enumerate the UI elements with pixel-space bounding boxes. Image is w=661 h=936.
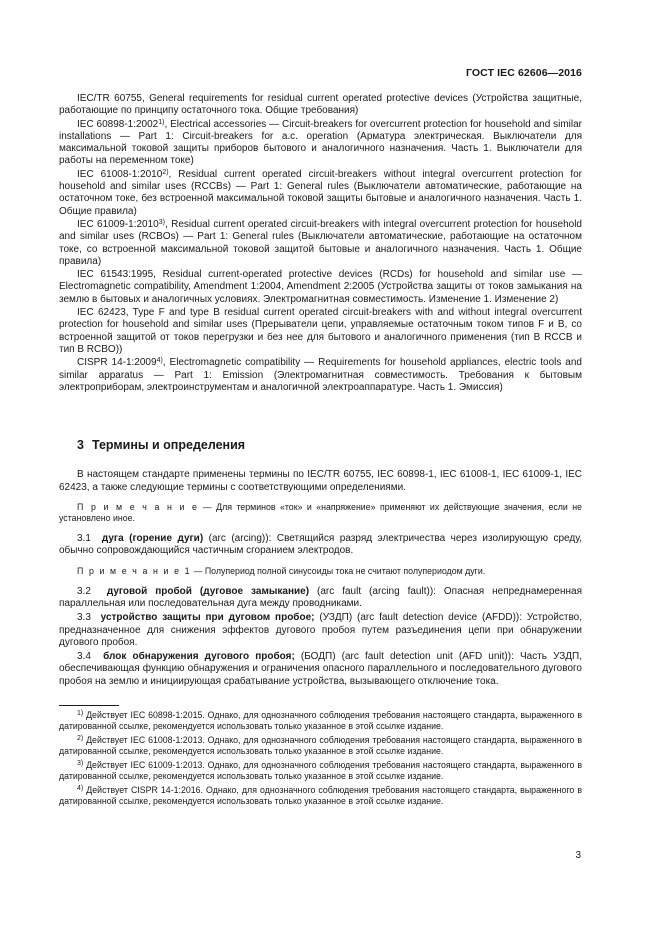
reference-item: IEC/TR 60755, General requirements for residual current operated protective devices (Устройства защитные, работающие по принципу остаточного тока. Общие требования) bbox=[59, 93, 582, 117]
document-body bbox=[59, 93, 582, 807]
reference-item: IEC 60898-1:2002$^{1)}$, Electrical accessories — Circuit-breakers for overcurrent protection for household and similar installations — Part 1: Circuit-breakers for a.c. operation (Арматура электрическая. Выключатели для максимальной токовой защиты приборов бытового и аналогичного назначения. Часть 1. Выключатели для работы на переменном токе) bbox=[59, 118, 582, 167]
note: П р и м е ч а н и е — Для терминов «ток» и «напряжение» применяют их действующие значения, если не установлено иное. bbox=[59, 502, 582, 524]
note: П р и м е ч а н и е 1 — Полупериод полной синусоиды тока не считают полупериодом дуги. bbox=[77, 565, 486, 576]
term-3-2: 3.2 дуговой пробой (дуговое замыкание) (arc fault (arcing fault)): Опасная непреднамеренная параллельная или последовательная дуга между проводниками. bbox=[59, 585, 583, 609]
reference-item: IEC 61009-1:2010$^{3)}$, Residual current operated circuit-breakers with integral overcurrent protection for household and similar uses (RCBOs) — Part 1: General rules (Выключатели автоматические, работающие на остаточном токе, со встроенной максимальной токовой защитой бытовые и аналогичного назначения. Часть 1. Общие правила) bbox=[59, 218, 582, 267]
footnote: $^{3)}$ Действует IEC 61009-1:2013. Однако, для однозначного соблюдения требования настоящего стандарта, выраженного в датированной ссылке, рекомендуется использовать только указанное в этой ссылке издание. bbox=[59, 759, 582, 781]
term-3-3: 3.3 устройство защиты при дуговом пробое; (УЗДП) (arc fault detection device (AFDD)): Устройство, предназначенное для снижения эффектов дугового пробоя путем разъединения цепи при обнаружении дугового пробоя. bbox=[59, 612, 582, 648]
reference-item: IEC 61543:1995, Residual current-operated protective devices (RCDs) for household and similar use — Electromagnetic compatibility, Amendment 1:2004, Amendment 2:2005 (Устройства защиты от токов замыкания на землю в бытовых и аналогичных условиях. Электромагнитная совместимость. Изменение 1. Изменение 2) bbox=[59, 269, 582, 305]
footnote-mark: 1) bbox=[158, 118, 165, 126]
standard-header: ГОСТ IEC 62606—2016 bbox=[465, 67, 582, 79]
section-intro: В настоящем стандарте применены термины по IEC/TR 60755, IEC 60898-1, IEC 61008-1, IEC 61009-1, IEC 62423, а также следующие термины с соответствующими определениями. bbox=[59, 469, 582, 493]
footnote: $^{4)}$ Действует CISPR 14-1:2016. Однако, для однозначного соблюдения требования настоящего стандарта, выраженного в датированной ссылке, рекомендуется использовать только указанное в этой ссылке издание. bbox=[59, 784, 582, 806]
term-3-4: 3.4 блок обнаружения дугового пробоя; (БОДП) (arc fault detection unit (AFD unit)): Часть УЗДП, обеспечивающая функцию обнаружения и ограничения опасного параллельного и последовательного дугового пробоя на землю и инициирующая срабатывание устройства, вызывающего отключение тока. bbox=[59, 651, 582, 687]
term-3-1: 3.1 дуга (горение дуги) (arc (arcing)): Светящийся разряд электричества через изолирующую среду, обычно сопровождающийся частичным сгоранием электродов. bbox=[59, 533, 582, 557]
footnote-mark: 3) bbox=[158, 218, 165, 226]
reference-item: IEC 61008-1:2010$^{2)}$, Residual current operated circuit-breakers without integral overcurrent protection for household and similar uses (RCCBs) — Part 1: General rules (Выключатели автоматические, работающие на остаточном токе, без встроенной максимальной токовой защиты бытовые и аналогичного назначения. Часть 1. Общие правила) bbox=[59, 168, 583, 217]
footnote: $^{2)}$ Действует IEC 61008-1:2013. Однако, для однозначного соблюдения требования настоящего стандарта, выраженного в датированной ссылке, рекомендуется использовать только указанное в этой ссылке издание. bbox=[59, 734, 582, 756]
reference-item: IEC 62423, Type F and type B residual current operated circuit-breakers with and without integral overcurrent protection for household and similar uses (Прерыватели цепи, управляемые остаточным током типов F и B, со встроенной защитой от токов перегрузки и без нее для бытового и аналогичного применения (тип B RCCB и тип B RCBO)) bbox=[59, 307, 582, 355]
reference-item: CISPR 14-1:2009$^{4)}$, Electromagnetic compatibility — Requirements for household appliances, electric tools and similar apparatus — Part 1: Emission (Электромагнитная совместимость. Требования к бытовым электроприборам, электроинструментам и аналогичной электроаппаратуре. Часть 1. Эмиссия) bbox=[59, 357, 582, 393]
normative-references bbox=[59, 93, 582, 394]
footnote-mark: 4) bbox=[156, 357, 163, 365]
page-number: 3 bbox=[575, 850, 581, 861]
section-heading: 3 Термины и определения bbox=[77, 438, 246, 453]
footnote: $^{1)}$ Действует IEC 60898-1:2015. Однако, для однозначного соблюдения требования настоящего стандарта, выраженного в датированной ссылке, рекомендуется использовать только указанное в этой ссылке издание. bbox=[59, 709, 582, 731]
footnote-divider bbox=[59, 705, 119, 706]
footnote-mark: 2) bbox=[162, 168, 169, 176]
